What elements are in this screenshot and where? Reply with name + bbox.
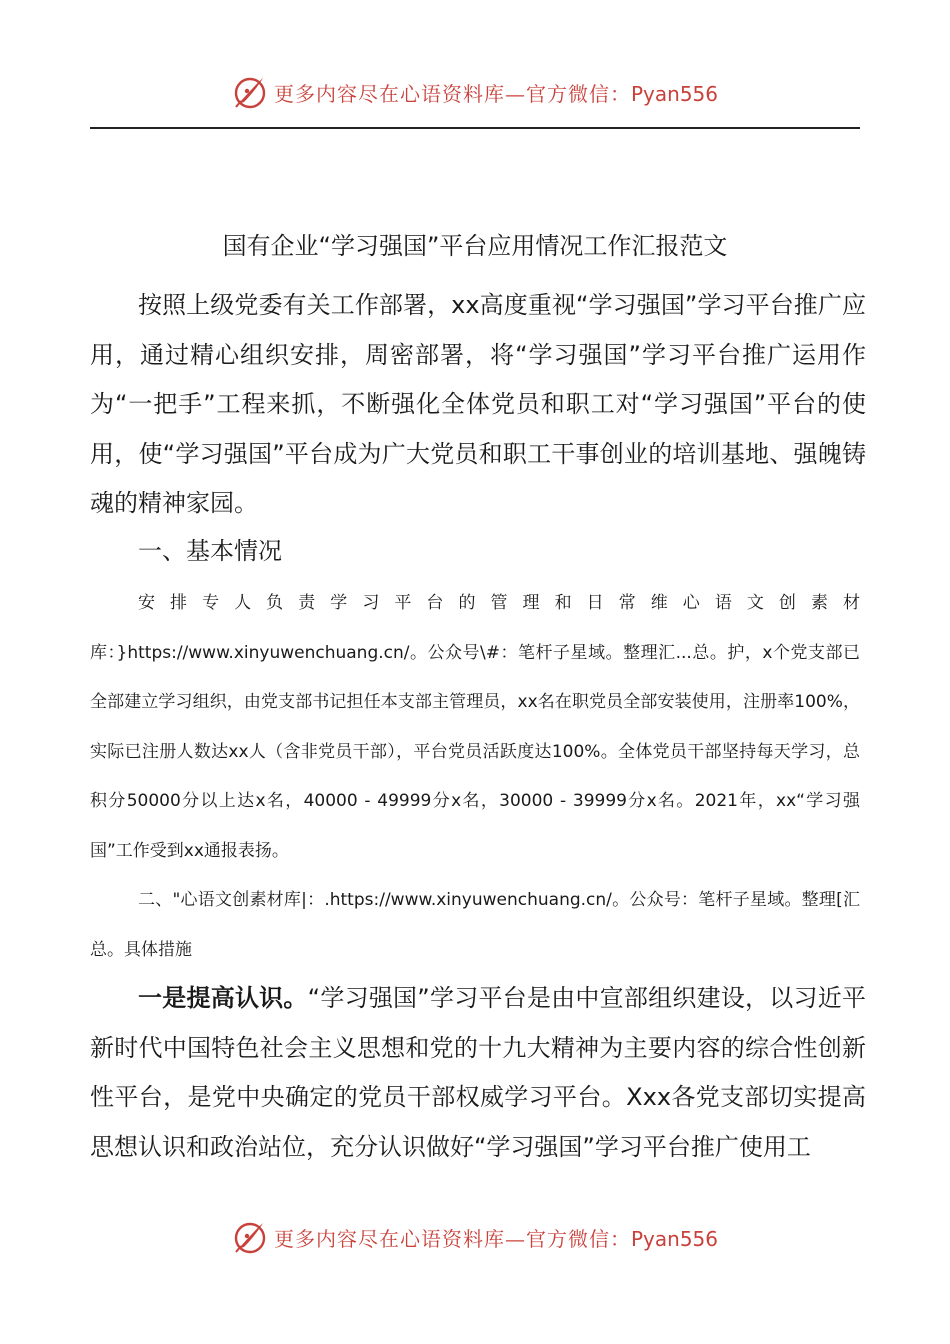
point1-lead: 一是提高认识。 [138,984,308,1012]
document-title: 国有企业“学习强国”平台应用情况工作汇报范文 [222,232,728,260]
section1-paragraph: 安排专人负责学习平台的管理和日常维心语文创素材库：}https://www.xinyuwenchuang.cn/。公众号\#：笔杆子星域。整理汇...总。护，x个党支部已全部建立学习组织，由党支部书记担任本支部主管理员，xx名在职党员全部安装使用，注册率100%，实际已注册人数达xx人（含非党员干部），平台党员活跃度达100%。全体党员干部坚持每天学习，总积分50000分以上达x名，40000 - 49999分x名，30000 - 39999分x名。2021年，xx“学习强国”工作受到xx通报表扬。 [90,593,860,861]
quill-logo-icon [232,1219,268,1255]
header-divider [90,127,860,129]
section2-heading: 二、"心语文创素材库|：.https://www.xinyuwenchuang.cn/。公众号：笔杆子星域。整理[汇总。具体措施 [90,890,860,960]
intro-paragraph: 按照上级党委有关工作部署，xx高度重视“学习强国”学习平台推广应用，通过精心组织安排，周密部署，将“学习强国”学习平台推广运用作为“一把手”工程来抓，不断强化全体党员和职工对“学习强国”平台的使用，使“学习强国”平台成为广大党员和职工干事创业的培训基地、强魄铸魂的精神家园。 [90,291,866,517]
header-banner-text: 更多内容尽在心语资料库—官方微信：Pyan556 [273,81,718,106]
point1-body: “学习强国”学习平台是由中宣部组织建设，以习近平新时代中国特色社会主义思想和党的十九大精神为主要内容的综合性创新性平台，是党中央确定的党员干部权威学习平台。Xxx各党支部切实提高思想认识和政治站位，充分认识做好“学习强国”学习平台推广使用工 [90,984,866,1161]
footer-wechat-id: Pyan556 [630,1226,718,1251]
quill-logo-icon [232,74,268,110]
footer-banner-text: 更多内容尽在心语资料库—官方微信：Pyan556 [273,1226,718,1251]
section1-heading: 一、基本情况 [138,537,282,565]
header-wechat-id: Pyan556 [630,81,718,106]
header-banner [0,72,950,112]
point1-paragraph [90,974,866,1172]
footer-banner [0,1217,950,1257]
